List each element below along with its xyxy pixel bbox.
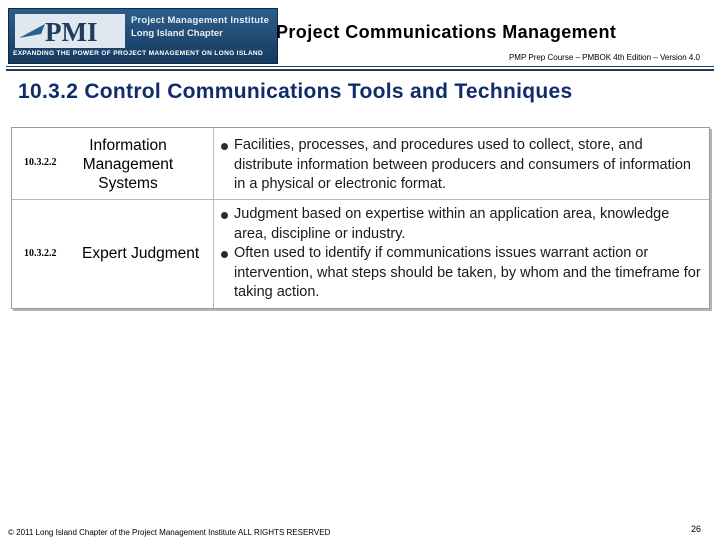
header-title: Project Communications Management xyxy=(276,22,617,42)
bullet-list xyxy=(220,205,701,303)
section-name: Information Management Systems xyxy=(82,137,174,192)
logo-org-name: Project Management Institute xyxy=(131,15,270,26)
column-divider xyxy=(213,128,214,199)
logo-chapter-name: Long Island Chapter xyxy=(131,28,223,39)
logo-tagline: EXPANDING THE POWER OF PROJECT MANAGEMENT ON LONG ISLAND xyxy=(13,50,264,57)
bullet-item xyxy=(220,244,701,303)
table-row xyxy=(12,128,709,200)
section-name: Expert Judgment xyxy=(82,245,200,262)
bullet-dot-icon xyxy=(221,143,228,150)
page-number: 26 xyxy=(690,524,701,534)
bullet-text: Judgment based on expertise within an application area, knowledge area, discipline or industry. xyxy=(234,206,670,242)
pmi-logo-icon xyxy=(15,14,125,48)
bullet-text: Often used to identify if communications issues warrant action or intervention, what steps should be taken, by whom and the timeframe for taking action. xyxy=(234,245,701,300)
column-divider xyxy=(213,200,214,308)
section-number: 10.3.2.2 xyxy=(24,157,57,168)
bullet-dot-icon xyxy=(221,251,228,258)
table-row xyxy=(12,200,709,308)
svg-text:PMI: PMI xyxy=(45,17,98,47)
slide-title: 10.3.2 Control Communications Tools and Techniques xyxy=(18,80,573,103)
tools-techniques-table xyxy=(11,127,710,309)
bullet-list xyxy=(220,136,701,195)
header-subtitle: PMP Prep Course – PMBOK 4th Edition – Version 4.0 xyxy=(508,53,700,62)
header-rule-thick xyxy=(6,69,714,71)
footer-copyright: © 2011 Long Island Chapter of the Project Management Institute ALL RIGHTS RESERVED xyxy=(8,528,331,537)
bullet-dot-icon xyxy=(221,212,228,219)
bullet-text: Facilities, processes, and procedures used to collect, store, and distribute information between producers and consumers of information in a physical or electronic format. xyxy=(234,137,691,192)
header-rule-thin xyxy=(6,66,714,67)
pmi-logo xyxy=(8,8,278,64)
section-number: 10.3.2.2 xyxy=(24,248,57,259)
bullet-item xyxy=(220,136,701,195)
bullet-item xyxy=(220,205,701,244)
